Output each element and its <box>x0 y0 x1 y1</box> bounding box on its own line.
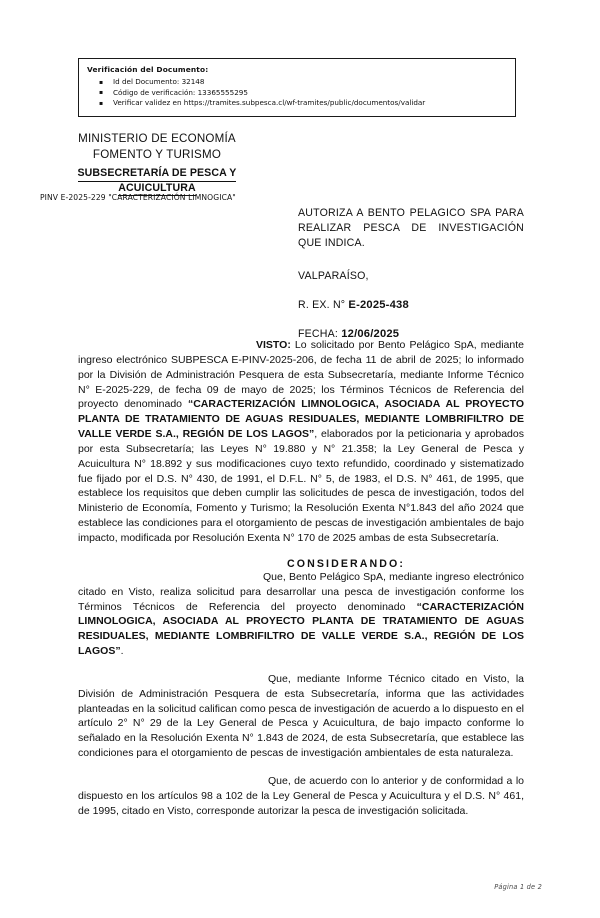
resolution-subject: AUTORIZA A BENTO PELAGICO SPA PARA REALIZAR PESCA DE INVESTIGACIÓN QUE INDICA. <box>298 207 524 250</box>
ministry-line-1: MINISTERIO DE ECONOMÍA <box>78 132 236 145</box>
bullet-icon: ▪ <box>99 78 104 86</box>
verification-list <box>87 77 507 109</box>
verification-item-text: Código de verificación: 13365555295 <box>113 87 248 97</box>
considerando-1-text-part-1: Que, Bento Pelágico SpA, mediante ingreso electrónico citado en Visto, realiza solicitud para desarrollar una pesca de investigación conforme los Términos Técnicos de Referencia del proyecto denominado <box>78 570 524 613</box>
resolution-number-label: R. EX. N° <box>298 298 346 311</box>
bullet-icon: ▪ <box>99 99 104 107</box>
document-body <box>78 338 524 818</box>
paragraph-considerando-3: Que, de acuerdo con lo anterior y de conformidad a lo dispuesto en los artículos 98 a 102 de la Ley General de Pesca y Acuicultura y el D.S. N° 461, de 1995, citado en Visto, corresponde autorizar la pesca de investigación solicitada. <box>78 774 524 817</box>
subsecretaria-line-2: ACUICULTURA <box>118 182 195 197</box>
ministry-line-2: FOMENTO Y TURISMO <box>92 147 222 161</box>
resolution-date-value: 12/06/2025 <box>341 327 400 340</box>
visto-text-part-1: Lo solicitado por Bento Pelágico SpA, mediante ingreso electrónico SUBPESCA E-PINV-2025-206, de fecha 11 de abril de 2025; lo informado por la División de Administración Pesquera de esta Subsecretaría, mediante Informe Técnico N° E-2025-229, de fecha 09 de mayo de 2025; los Términos Técnicos de Referencia del proyecto denominado <box>78 339 524 411</box>
pinv-reference: PINV E-2025-229 "CARACTERIZACIÓN LIMNOGICA" <box>40 193 236 202</box>
considerando-heading: CONSIDERANDO: <box>287 557 405 570</box>
subsecretaria-line-1: SUBSECRETARÍA DE PESCA Y <box>78 167 237 182</box>
visto-label: VISTO: <box>256 339 291 351</box>
resolution-city: VALPARAÍSO, <box>298 269 369 282</box>
verification-item-code <box>87 88 507 99</box>
resolution-title-block <box>298 206 524 340</box>
page-footer <box>0 874 600 893</box>
paragraph-considerando-1 <box>78 570 524 659</box>
paragraph-considerando-2: Que, mediante Informe Técnico citado en Visto, la División de Administración Pesquera de esta Subsecretaría, informa que las actividades planteadas en la solicitud califican como pesca de investigación de acuerdo a lo dispuesto en el artículo 2° N° 29 de la Ley General de Pesca y Acuicultura, de bajo impacto conforme lo señalado en la Resolución Exenta N° 1.843 de 2024, de esta Subsecretaría, que establece las condiciones para el otorgamiento de pescas de investigación ambientales de esta naturaleza. <box>78 672 524 760</box>
resolution-date-label: FECHA: <box>298 327 339 340</box>
verification-item-text: Id del Documento: 32148 <box>113 77 205 86</box>
verification-item-text: Verificar validez en https://tramites.subpesca.cl/wf-tramites/public/documentos/validar <box>113 98 426 108</box>
considerando-1-text-part-2: . <box>120 645 124 658</box>
visto-project-name: “CARACTERIZACIÓN LIMNOLOGICA, ASOCIADA AL PROYECTO PLANTA DE TRATAMIENTO DE AGUAS RESIDUALES, MEDIANTE LOMBRIFILTRO DE VALLE VERDE S.A., REGIÓN DE LOS LAGOS” <box>78 398 524 441</box>
bullet-icon: ▪ <box>99 89 104 97</box>
visto-text-part-2: , elaborados por la peticionaria y aprobados por esta Subsecretaría; las Leyes N° 19.880 y N° 21.358; la Ley General de Pesca y Acuicultura N° 18.892 y sus modificaciones cuyo texto refundido, coordinado y sistematizado fue fijado por el D.S. N° 430, de 1991, el D.F.L. N° 5, de 1983, el D.S. N° 461, de 1995, que establece los requisitos que deben cumplir las solicitudes de pesca de investigación, todos del Ministerio de Economía, Fomento y Turismo; la Resolución Exenta N°1.843 del año 2024 que establece las condiciones para el otorgamiento de pescas de investigación ambientales de bajo impacto, modificada por Resolución Exenta N° 170 de 2025 ambas de esta Subsecretaría. <box>78 428 524 544</box>
page-number: Página 1 de 2 <box>494 883 542 891</box>
resolution-number-line <box>298 299 524 311</box>
considerando-1-project-name: “CARACTERIZACIÓN LIMNOLOGICA, ASOCIADA AL PROYECTO PLANTA DE TRATAMIENTO DE AGUAS RESIDUALES, MEDIANTE LOMBRIFILTRO DE VALLE VERDE S.A., REGIÓN DE LOS LAGOS” <box>78 600 524 658</box>
verification-item-url <box>87 98 507 109</box>
paragraph-visto <box>78 338 524 546</box>
verification-box <box>78 58 516 117</box>
resolution-number-value: E-2025-438 <box>348 298 409 311</box>
subsecretaria-heading <box>44 167 270 196</box>
verification-title: Verificación del Documento: <box>87 65 209 74</box>
letterhead <box>44 131 270 196</box>
verification-item-id <box>87 77 507 88</box>
